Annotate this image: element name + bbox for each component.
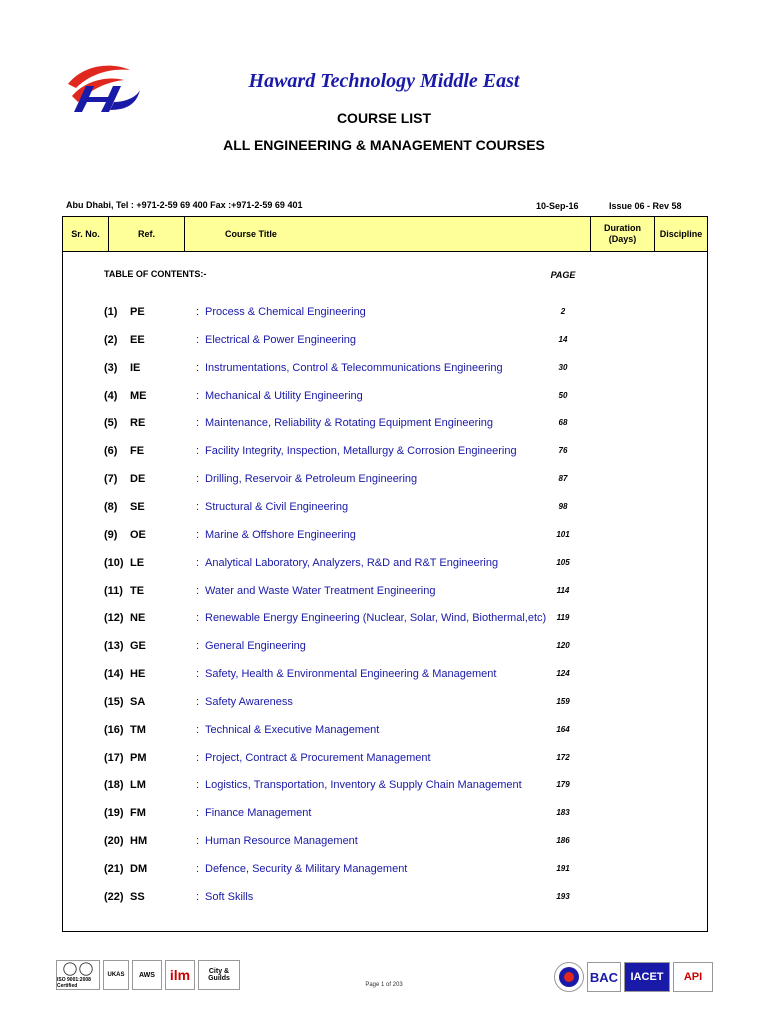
toc-row-separator: : (196, 723, 200, 736)
toc-row-number: (9) (104, 528, 118, 541)
toc-row-page: 14 (558, 334, 568, 344)
toc-row-code: NE (130, 612, 146, 625)
toc-row-separator: : (196, 807, 200, 820)
toc-row-page: 124 (556, 669, 570, 679)
toc-row-number: (21) (104, 863, 124, 875)
toc-row-separator: : (196, 445, 200, 458)
toc-row-separator: : (196, 500, 200, 513)
toc-row-number: (8) (104, 500, 118, 513)
toc-row-number: (22) (104, 890, 124, 903)
toc-row-title[interactable]: Process & Chemical Engineering (205, 306, 366, 318)
toc-row-number: (3) (104, 361, 118, 374)
toc-row[interactable] (0, 501, 768, 517)
toc-row-number: (5) (104, 417, 118, 430)
toc-row-page: 159 (556, 696, 570, 706)
toc-row-page: 119 (556, 613, 570, 623)
toc-row-separator: : (196, 473, 200, 486)
toc-row[interactable] (0, 445, 768, 461)
toc-row-title[interactable]: Project, Contract & Procurement Management (205, 751, 431, 764)
toc-row[interactable] (0, 334, 768, 350)
toc-row-title[interactable]: Defence, Security & Military Management (205, 863, 408, 875)
toc-row-page: 68 (558, 418, 568, 428)
toc-row-separator: : (196, 417, 200, 430)
toc-row-title[interactable]: Maintenance, Reliability & Rotating Equipment Engineering (205, 417, 494, 430)
toc-row-page: 120 (556, 641, 570, 651)
toc-row-separator: : (196, 361, 200, 374)
toc-row-page: 191 (556, 864, 570, 873)
toc-row-page: 50 (558, 390, 568, 400)
toc-row-separator: : (196, 890, 200, 903)
toc-row-number: (13) (104, 640, 124, 653)
toc-row-code: HE (130, 668, 146, 681)
iacet-badge: IACET (624, 962, 670, 992)
company-name: Haward Technology Middle East (248, 70, 520, 92)
toc-row-page: 114 (556, 585, 570, 595)
toc-row-code: PE (130, 306, 145, 318)
toc-row[interactable] (0, 835, 768, 851)
toc-row-title[interactable]: Drilling, Reservoir & Petroleum Engineering (205, 473, 418, 486)
toc-row-separator: : (196, 584, 200, 597)
toc-row[interactable] (0, 863, 768, 879)
toc-row[interactable] (0, 696, 768, 712)
toc-row-page: 76 (558, 446, 568, 456)
toc-row-title[interactable]: Soft Skills (205, 890, 254, 903)
toc-row-number: (10) (104, 556, 124, 569)
toc-row-number: (4) (104, 389, 118, 402)
toc-row-title[interactable]: Human Resource Management (205, 835, 358, 848)
toc-row-title[interactable]: Mechanical & Utility Engineering (205, 389, 363, 402)
toc-row-separator: : (196, 612, 200, 625)
col-discipline: Discipline (659, 229, 703, 239)
toc-row-code: SS (130, 890, 145, 903)
bac-badge: BAC (587, 962, 621, 992)
toc-row[interactable] (0, 557, 768, 573)
toc-row-code: SE (130, 500, 145, 513)
toc-row-title[interactable]: Marine & Offshore Engineering (205, 528, 356, 541)
toc-row-title[interactable]: Safety, Health & Environmental Engineering & Management (205, 668, 497, 681)
toc-row-separator: : (196, 863, 200, 875)
toc-row-title[interactable]: Renewable Energy Engineering (Nuclear, Solar, Wind, Biothermal,etc) (205, 612, 547, 625)
ukas-badge: UKAS (103, 960, 129, 990)
toc-row-number: (2) (104, 333, 118, 346)
toc-row-code: TE (130, 584, 145, 597)
toc-row[interactable] (0, 417, 768, 433)
toc-row-title[interactable]: Water and Waste Water Treatment Engineering (205, 584, 436, 597)
toc-row-title[interactable]: Analytical Laboratory, Analyzers, R&D and R&T Engineering (205, 556, 499, 569)
toc-row[interactable] (0, 807, 768, 823)
issue-date: 10-Sep-16 (536, 201, 579, 211)
toc-row-number: (14) (104, 668, 124, 681)
toc-row-number: (20) (104, 835, 124, 848)
toc-row-code: IE (130, 361, 141, 374)
toc-row-page: 179 (556, 780, 570, 790)
toc-row-title[interactable]: Safety Awareness (205, 695, 293, 708)
city-guilds-badge: City & Guilds (198, 960, 240, 990)
toc-row[interactable] (0, 752, 768, 768)
iso-seal-icon (60, 961, 96, 977)
toc-row-title[interactable]: Electrical & Power Engineering (205, 333, 357, 346)
toc-row-separator: : (196, 556, 200, 569)
toc-row-code: GE (130, 640, 146, 653)
toc-row-page: 87 (558, 474, 568, 484)
toc-page-heading: PAGE (550, 270, 576, 280)
toc-row-title[interactable]: Facility Integrity, Inspection, Metallurgy & Corrosion Engineering (205, 445, 517, 458)
toc-row-separator: : (196, 751, 200, 764)
toc-row-number: (11) (104, 584, 123, 597)
toc-row-page: 101 (556, 529, 570, 539)
toc-row-number: (1) (104, 306, 118, 318)
toc-row-title[interactable]: Finance Management (205, 807, 312, 820)
toc-row-code: TM (130, 723, 146, 736)
toc-row-code: EE (130, 333, 145, 346)
contact-info: Abu Dhabi, Tel : +971-2-59 69 400 Fax :+971-2-59 69 401 (66, 200, 303, 210)
toc-row-page: 30 (558, 362, 568, 372)
col-course-title: Course Title (185, 217, 591, 251)
api-badge: API (673, 962, 713, 992)
toc-row[interactable] (0, 529, 768, 545)
toc-row-separator: : (196, 640, 200, 653)
toc-row-title[interactable]: Logistics, Transportation, Inventory & Supply Chain Management (205, 779, 522, 792)
document-subtitle: ALL ENGINEERING & MANAGEMENT COURSES (223, 137, 545, 153)
toc-row-code: SA (130, 695, 146, 708)
ilm-badge: ilm (165, 960, 195, 990)
toc-row-page: 98 (558, 501, 568, 511)
toc-row-separator: : (196, 389, 200, 402)
toc-row-number: (16) (104, 723, 124, 736)
toc-row-number: (15) (104, 695, 124, 708)
document-title: COURSE LIST (336, 110, 432, 126)
col-sr-no: Sr. No. (63, 217, 109, 251)
iso-badge-label: ISO 9001:2008 Certified (57, 977, 91, 989)
toc-row[interactable] (0, 585, 768, 601)
toc-row-number: (19) (104, 807, 124, 820)
toc-row-code: FE (130, 445, 145, 458)
toc-row-separator: : (196, 528, 200, 541)
col-duration (591, 217, 655, 251)
toc-row[interactable] (0, 779, 768, 795)
toc-row[interactable] (0, 891, 768, 907)
toc-row[interactable] (0, 306, 768, 322)
toc-row-title[interactable]: General Engineering (205, 640, 306, 653)
toc-row-page: 164 (556, 724, 570, 734)
toc-row-number: (6) (104, 445, 118, 458)
toc-row[interactable] (0, 473, 768, 489)
toc-row[interactable] (0, 724, 768, 740)
footer-accreditations-right (554, 962, 713, 992)
toc-row-page: 2 (560, 307, 566, 316)
toc-heading: TABLE OF CONTENTS:- (104, 269, 207, 279)
issue-revision: Issue 06 - Rev 58 (609, 201, 682, 211)
page-number: Page 1 of 203 (365, 982, 403, 988)
toc-row-number: (18) (104, 779, 124, 792)
toc-row-code: OE (130, 528, 146, 541)
toc-row[interactable] (0, 362, 768, 378)
toc-row-code: LM (130, 779, 146, 792)
toc-row-code: RE (130, 417, 146, 430)
toc-row-page: 193 (556, 891, 570, 901)
toc-row-code: HM (130, 835, 148, 848)
toc-row-separator: : (196, 835, 200, 848)
toc-row-number: (12) (104, 612, 124, 625)
toc-row-number: (7) (104, 473, 118, 486)
toc-row[interactable] (0, 390, 768, 406)
toc-row-code: DE (130, 473, 146, 486)
toc-row-title[interactable]: Technical & Executive Management (205, 723, 380, 736)
toc-row-page: 172 (556, 752, 570, 762)
toc-row-separator: : (196, 306, 200, 318)
toc-row-title[interactable]: Instrumentations, Control & Telecommunications Engineering (205, 361, 503, 374)
toc-row[interactable] (0, 612, 768, 628)
toc-row-separator: : (196, 695, 200, 708)
toc-row-page: 183 (556, 808, 570, 818)
toc-row-separator: : (196, 333, 200, 346)
col-duration-unit: (Days) (608, 234, 637, 244)
toc-row[interactable] (0, 668, 768, 684)
toc-row-code: ME (130, 389, 147, 402)
toc-row-page: 105 (556, 557, 570, 567)
col-duration-label: Duration (604, 223, 641, 233)
col-ref: Ref. (109, 217, 185, 251)
aws-badge: AWS (132, 960, 162, 990)
toc-row-code: FM (130, 807, 146, 820)
toc-row-separator: : (196, 668, 200, 681)
toc-row-number: (17) (104, 751, 124, 764)
seal-icon (557, 965, 581, 989)
toc-row-code: PM (130, 751, 147, 764)
toc-row-code: DM (130, 863, 148, 875)
table-header (62, 216, 708, 252)
toc-row-separator: : (196, 779, 200, 792)
seal-badge (554, 962, 584, 992)
toc-row-code: LE (130, 556, 145, 569)
toc-row-title[interactable]: Structural & Civil Engineering (205, 500, 349, 513)
toc-row-page: 186 (556, 836, 570, 846)
toc-row[interactable] (0, 640, 768, 656)
